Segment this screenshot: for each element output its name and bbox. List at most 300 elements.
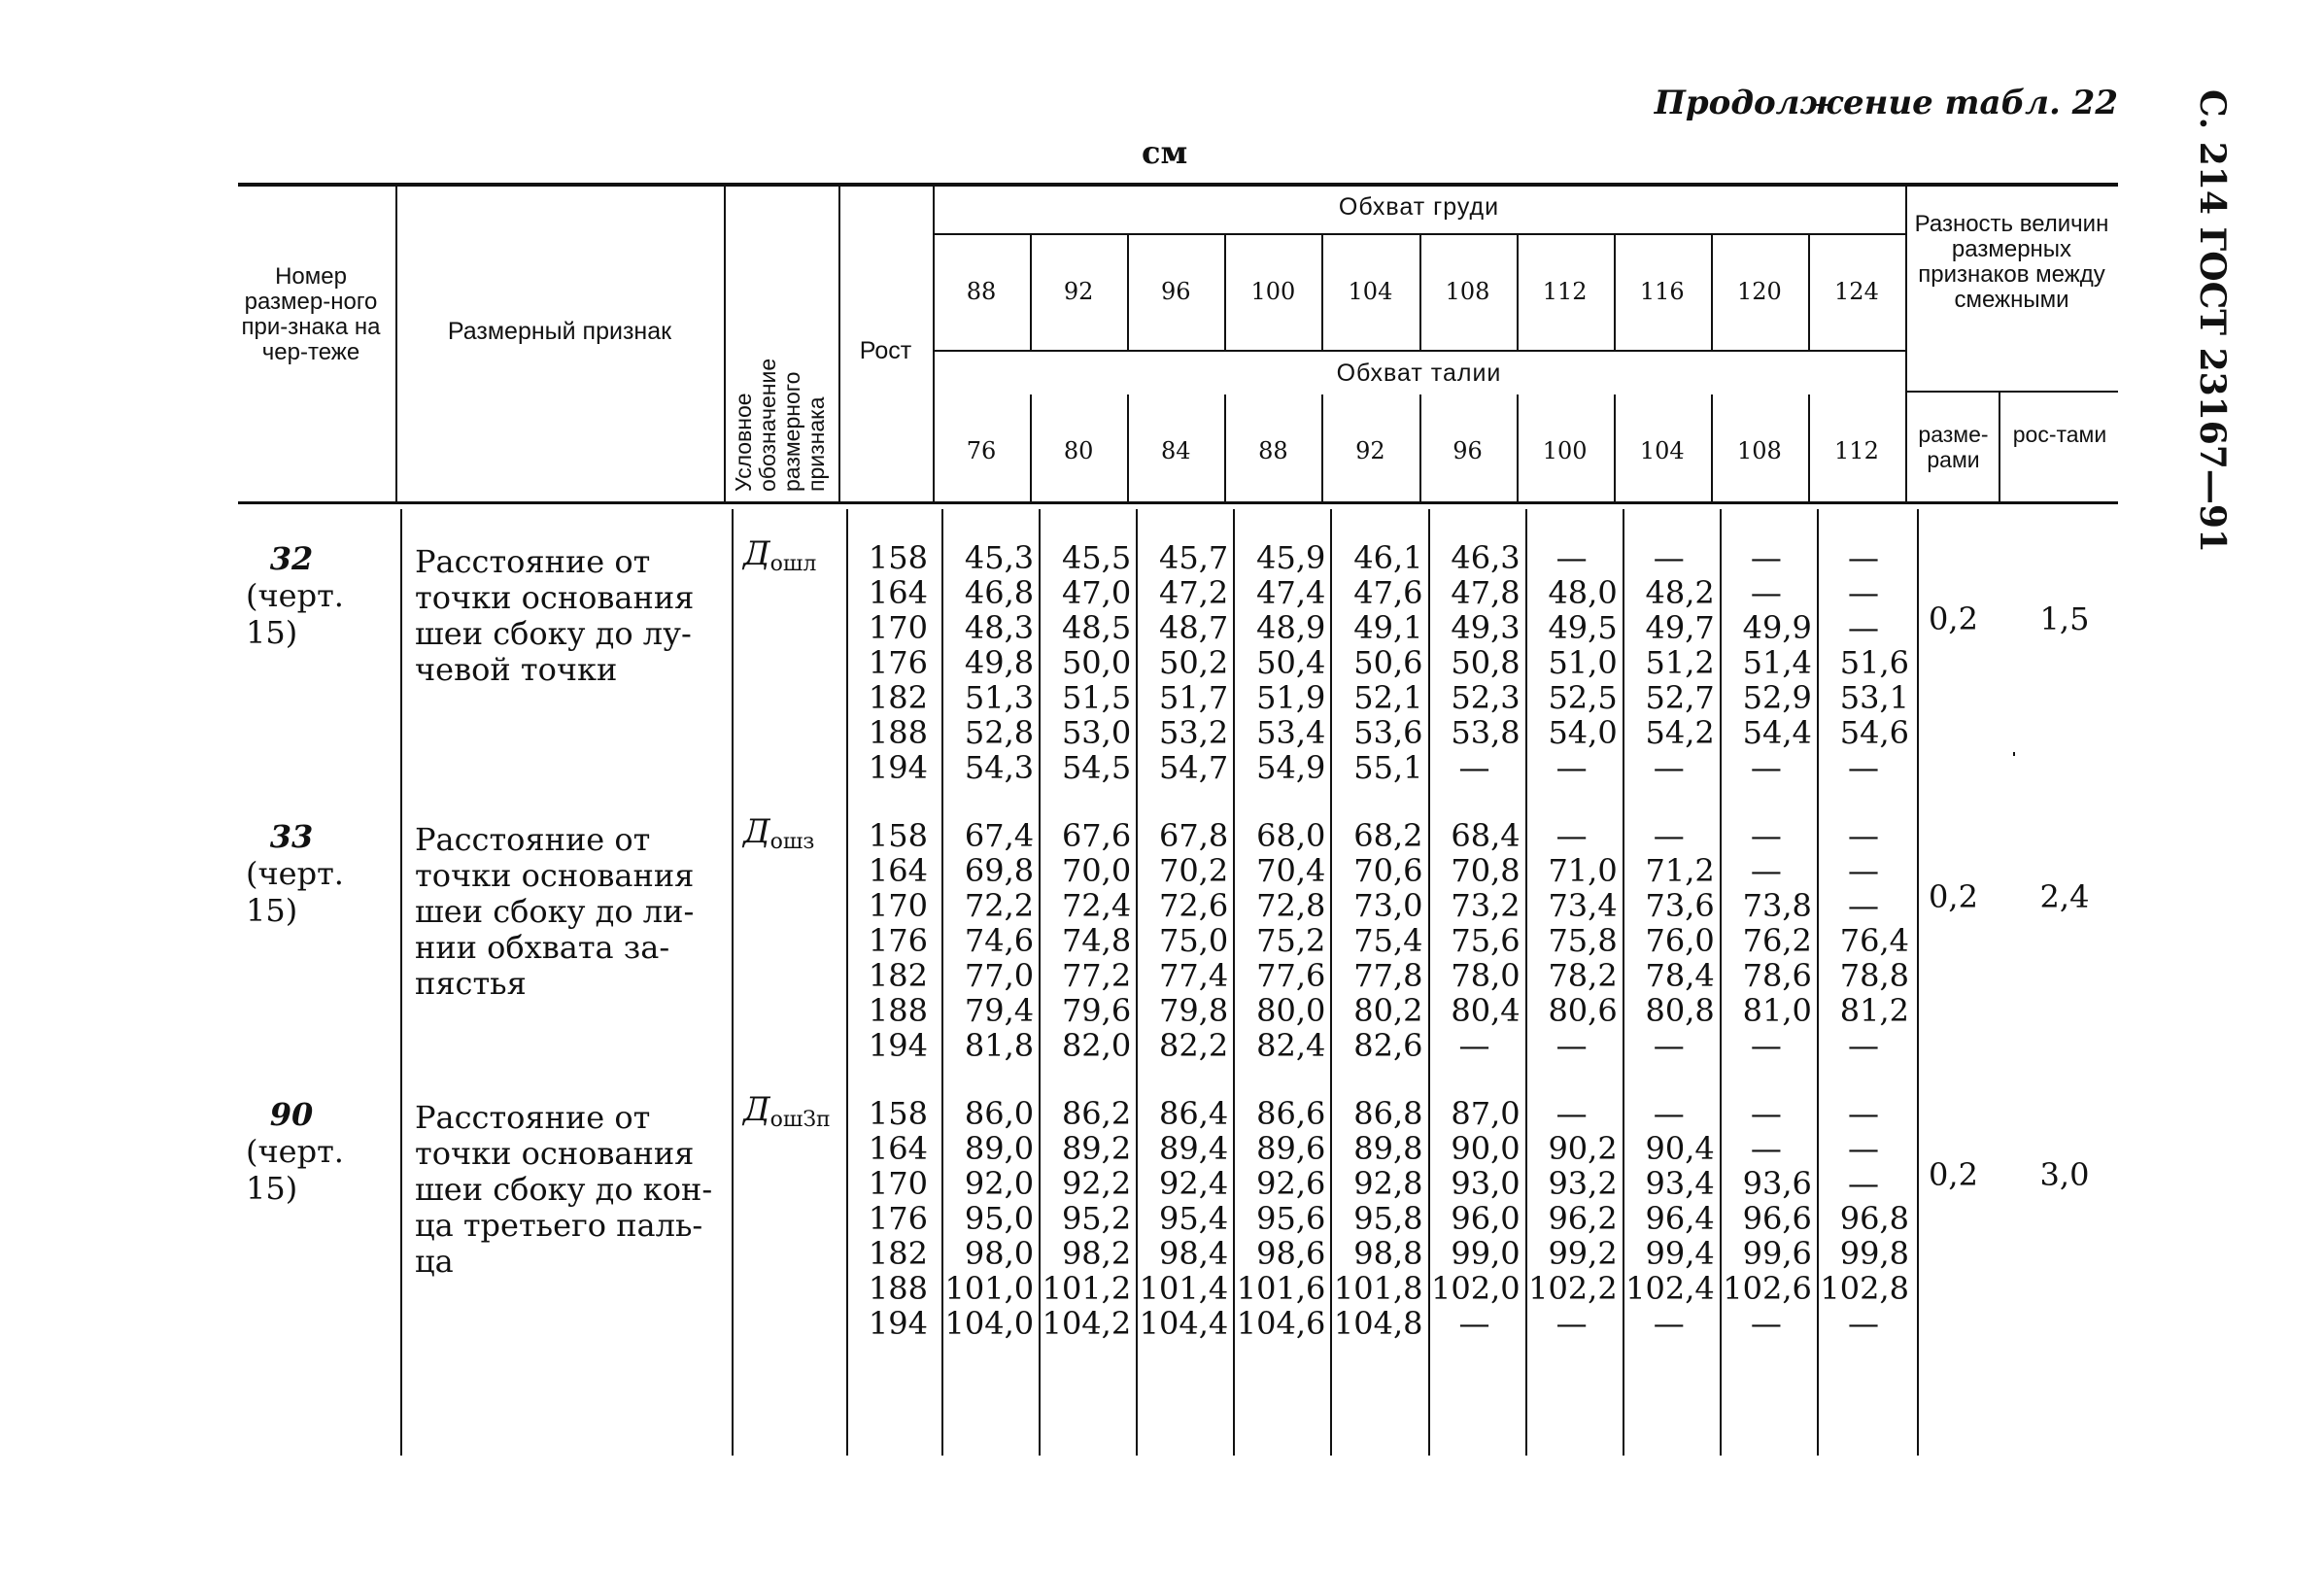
chest-header: Обхват груди: [1338, 193, 1500, 221]
measurement-value: 82,4: [1256, 1027, 1326, 1064]
measurement-value: 102,4: [1625, 1270, 1715, 1307]
measurement-value: 104,8: [1333, 1305, 1423, 1342]
measurement-value: 86,4: [1159, 1095, 1229, 1132]
measurement-value: 86,6: [1256, 1095, 1326, 1132]
height-value: 158: [868, 539, 928, 576]
measurement-value: 81,8: [964, 1027, 1035, 1064]
measurement-value: 99,8: [1839, 1235, 1909, 1272]
measurement-value: 75,6: [1451, 922, 1521, 959]
measurement-value: 71,2: [1645, 852, 1715, 889]
continuation-caption: Продолжение табл. 22: [1654, 84, 2118, 122]
measurement-value: 80,4: [1451, 992, 1521, 1029]
measurement-value: 92,4: [1159, 1165, 1229, 1202]
measurement-value: 46,3: [1451, 539, 1521, 576]
measurement-value: 98,2: [1061, 1235, 1132, 1272]
measurement-value: —: [1750, 1305, 1782, 1342]
waist-value: 88: [1258, 437, 1288, 464]
measurement-value: 49,5: [1548, 609, 1618, 646]
feature-description-line: шеи сбоку до кон-: [415, 1171, 713, 1208]
measurement-value: 80,8: [1645, 992, 1715, 1029]
measurement-value: 102,0: [1430, 1270, 1521, 1307]
measurement-value: 54,5: [1061, 749, 1132, 786]
measurement-value: 48,9: [1256, 609, 1326, 646]
measurement-value: 82,0: [1061, 1027, 1132, 1064]
measurement-value: 101,0: [944, 1270, 1035, 1307]
measurement-value: 90,4: [1645, 1130, 1715, 1167]
measurement-value: 79,8: [1159, 992, 1229, 1029]
feature-symbol-subscript: ошл: [769, 552, 817, 576]
measurement-value: 75,4: [1353, 922, 1423, 959]
column-header-symbol: Условное обозначение размерного признака: [731, 358, 829, 492]
feature-description-line: шеи сбоку до лу-: [415, 615, 692, 652]
measurement-value: —: [1555, 749, 1588, 786]
feature-symbol: $Д_{ошл}$: [743, 534, 817, 576]
measurement-value: 50,6: [1353, 644, 1423, 681]
measurement-value: 73,2: [1451, 887, 1521, 924]
measurement-value: —: [1847, 887, 1879, 924]
waist-value: 104: [1639, 437, 1685, 464]
waist-header: Обхват талии: [1336, 360, 1502, 387]
measurement-value: 47,2: [1159, 574, 1229, 611]
measurement-value: 75,8: [1548, 922, 1618, 959]
measurement-value: 79,6: [1061, 992, 1132, 1029]
diff-heights-header: рос-тами: [2012, 422, 2107, 447]
measurement-value: 47,4: [1256, 574, 1326, 611]
feature-description-line: точки основания: [415, 857, 695, 894]
measurement-value: 101,8: [1333, 1270, 1423, 1307]
measurement-value: 102,2: [1528, 1270, 1618, 1307]
measurement-value: —: [1653, 539, 1685, 576]
measurement-value: 78,2: [1548, 957, 1618, 994]
measurement-value: 96,6: [1742, 1200, 1812, 1237]
measurement-value: 51,2: [1645, 644, 1715, 681]
measurement-value: 78,8: [1839, 957, 1909, 994]
feature-number: [238, 818, 345, 929]
measurement-value: 76,4: [1839, 922, 1909, 959]
height-value: 182: [868, 1235, 928, 1272]
feature-description-line: чевой точки: [415, 651, 618, 688]
measurement-value: 75,2: [1256, 922, 1326, 959]
measurement-value: 98,8: [1353, 1235, 1423, 1272]
measurement-value: —: [1555, 539, 1588, 576]
measurement-value: 75,0: [1159, 922, 1229, 959]
height-value: 194: [868, 1305, 928, 1342]
measurement-value: 90,0: [1451, 1130, 1521, 1167]
diff-sizes-value: 0,2: [1929, 600, 1978, 637]
body-column-rule: [1917, 509, 1919, 1456]
measurement-value: 49,3: [1451, 609, 1521, 646]
feature-description-line: ца: [415, 1243, 454, 1280]
measurement-value: 51,6: [1839, 644, 1909, 681]
height-value: 182: [868, 679, 928, 716]
measurement-value: 54,4: [1742, 714, 1812, 751]
measurement-value: 45,9: [1256, 539, 1326, 576]
measurement-value: 52,8: [964, 714, 1035, 751]
measurement-value: 73,6: [1645, 887, 1715, 924]
measurement-value: 101,2: [1042, 1270, 1132, 1307]
chest-value: 120: [1736, 278, 1782, 305]
chest-value: 124: [1834, 278, 1879, 305]
measurement-value: 45,3: [964, 539, 1035, 576]
waist-value: 84: [1160, 437, 1191, 464]
height-value: 170: [868, 609, 928, 646]
measurement-value: —: [1750, 1095, 1782, 1132]
measurement-value: 48,5: [1061, 609, 1132, 646]
measurement-value: 47,0: [1061, 574, 1132, 611]
measurement-value: —: [1750, 817, 1782, 854]
diff-sizes-value: 0,2: [1929, 878, 1978, 915]
measurement-value: 95,2: [1061, 1200, 1132, 1237]
measurement-value: 53,4: [1256, 714, 1326, 751]
measurement-value: 52,3: [1451, 679, 1521, 716]
measurement-value: 48,3: [964, 609, 1035, 646]
measurement-value: 48,2: [1645, 574, 1715, 611]
measurement-value: 89,2: [1061, 1130, 1132, 1167]
measurement-value: 96,4: [1645, 1200, 1715, 1237]
chest-value: 100: [1250, 278, 1296, 305]
measurement-value: 80,2: [1353, 992, 1423, 1029]
measurement-value: 51,5: [1061, 679, 1132, 716]
measurement-value: 71,0: [1548, 852, 1618, 889]
measurement-value: 68,0: [1256, 817, 1326, 854]
measurement-value: 92,6: [1256, 1165, 1326, 1202]
chest-value: 104: [1348, 278, 1393, 305]
measurement-value: 89,0: [964, 1130, 1035, 1167]
waist-value: 80: [1063, 437, 1094, 464]
measurement-value: 54,3: [964, 749, 1035, 786]
measurement-value: 89,4: [1159, 1130, 1229, 1167]
measurement-value: 101,6: [1236, 1270, 1326, 1307]
measurement-value: 69,8: [964, 852, 1035, 889]
measurement-value: 52,5: [1548, 679, 1618, 716]
measurement-value: 99,6: [1742, 1235, 1812, 1272]
measurement-value: 54,7: [1159, 749, 1229, 786]
feature-number: [238, 540, 345, 651]
measurement-value: 92,8: [1353, 1165, 1423, 1202]
measurement-value: 51,3: [964, 679, 1035, 716]
measurement-value: 78,4: [1645, 957, 1715, 994]
waist-value: 112: [1834, 437, 1879, 464]
measurement-value: 70,8: [1451, 852, 1521, 889]
height-value: 182: [868, 957, 928, 994]
waist-value: 96: [1452, 437, 1483, 464]
measurement-value: 82,6: [1353, 1027, 1423, 1064]
measurement-value: 104,0: [944, 1305, 1035, 1342]
measurement-value: 51,4: [1742, 644, 1812, 681]
measurement-value: 49,8: [964, 644, 1035, 681]
chest-value: 88: [966, 278, 997, 305]
measurement-value: 52,1: [1353, 679, 1423, 716]
feature-description-line: нии обхвата за-: [415, 929, 670, 966]
height-value: 188: [868, 714, 928, 751]
height-value: 164: [868, 852, 928, 889]
measurement-value: 50,2: [1159, 644, 1229, 681]
measurement-value: 68,2: [1353, 817, 1423, 854]
waist-value: 108: [1736, 437, 1782, 464]
measurement-value: 45,7: [1159, 539, 1229, 576]
height-value: 176: [868, 644, 928, 681]
measurement-value: 96,0: [1451, 1200, 1521, 1237]
waist-value: 92: [1355, 437, 1385, 464]
measurement-value: 77,2: [1061, 957, 1132, 994]
column-header-number: Номер размер-ного при-знака на чер-теже: [241, 263, 381, 365]
measurement-value: 67,4: [964, 817, 1035, 854]
chest-value: 92: [1063, 278, 1094, 305]
waist-label-rule: [933, 350, 1905, 352]
body-column-rule: [732, 509, 734, 1456]
measurement-value: 77,6: [1256, 957, 1326, 994]
measurement-value: 96,8: [1839, 1200, 1909, 1237]
measurement-value: —: [1555, 817, 1588, 854]
feature-description-line: Расстояние от: [415, 543, 651, 580]
measurement-value: 51,7: [1159, 679, 1229, 716]
measurement-value: 54,0: [1548, 714, 1618, 751]
height-value: 176: [868, 922, 928, 959]
measurement-value: 51,9: [1256, 679, 1326, 716]
measurement-value: —: [1847, 749, 1879, 786]
measurement-value: 93,0: [1451, 1165, 1521, 1202]
measurement-value: —: [1750, 574, 1782, 611]
measurement-value: 82,2: [1159, 1027, 1229, 1064]
measurement-value: 86,8: [1353, 1095, 1423, 1132]
diff-heights-value: 3,0: [2039, 1156, 2090, 1193]
measurement-value: 72,2: [964, 887, 1035, 924]
feature-description: [415, 1100, 716, 1280]
diff-heights-value: 2,4: [2039, 878, 2090, 915]
height-value: 164: [868, 574, 928, 611]
measurement-value: —: [1847, 574, 1879, 611]
measurement-value: 47,6: [1353, 574, 1423, 611]
measurement-value: 70,0: [1061, 852, 1132, 889]
header-bottom-rule: [238, 501, 2118, 504]
measurement-value: 90,2: [1548, 1130, 1618, 1167]
measurement-value: 96,2: [1548, 1200, 1618, 1237]
measurement-value: 51,0: [1548, 644, 1618, 681]
unit-label: см: [1142, 134, 1188, 171]
diff-header: Разность величин размерных признаков между смежными: [1914, 211, 2109, 313]
measurement-value: 45,5: [1061, 539, 1132, 576]
feature-description-line: точки основания: [415, 1135, 695, 1172]
diff-heights-value: 1,5: [2039, 600, 2090, 637]
measurement-value: 80,6: [1548, 992, 1618, 1029]
feature-number-value: 33: [269, 818, 314, 855]
measurement-value: 53,1: [1839, 679, 1909, 716]
measurement-value: 72,4: [1061, 887, 1132, 924]
measurement-value: —: [1653, 749, 1685, 786]
measurement-value: 54,9: [1256, 749, 1326, 786]
measurement-value: 89,8: [1353, 1130, 1423, 1167]
feature-description-line: точки основания: [415, 579, 695, 616]
measurement-value: 72,6: [1159, 887, 1229, 924]
height-value: 158: [868, 817, 928, 854]
side-page-label: С. 214 ГОСТ 23167—91: [2192, 89, 2233, 553]
measurement-value: 47,8: [1451, 574, 1521, 611]
measurement-value: 46,1: [1353, 539, 1423, 576]
height-value: 164: [868, 1130, 928, 1167]
measurement-value: 102,6: [1723, 1270, 1812, 1307]
measurement-value: 98,6: [1256, 1235, 1326, 1272]
measurement-value: 78,0: [1451, 957, 1521, 994]
measurement-value: 92,0: [964, 1165, 1035, 1202]
height-value: 194: [868, 1027, 928, 1064]
drawing-reference: (черт. 15): [246, 855, 344, 929]
feature-description: [415, 822, 716, 1002]
measurement-value: 86,2: [1061, 1095, 1132, 1132]
height-value: 176: [868, 1200, 928, 1237]
measurement-value: —: [1458, 749, 1490, 786]
waist-value: 100: [1542, 437, 1588, 464]
measurement-value: 76,0: [1645, 922, 1715, 959]
measurement-value: 95,0: [964, 1200, 1035, 1237]
measurement-value: 99,2: [1548, 1235, 1618, 1272]
measurement-value: 98,0: [964, 1235, 1035, 1272]
measurement-value: 70,6: [1353, 852, 1423, 889]
chest-value: 112: [1542, 278, 1588, 305]
measurement-value: 74,6: [964, 922, 1035, 959]
measurement-value: 87,0: [1451, 1095, 1521, 1132]
chest-value: 116: [1639, 278, 1685, 305]
measurement-value: 50,0: [1061, 644, 1132, 681]
measurement-value: 52,7: [1645, 679, 1715, 716]
measurement-value: 54,6: [1839, 714, 1909, 751]
measurement-value: 73,0: [1353, 887, 1423, 924]
measurement-value: 49,7: [1645, 609, 1715, 646]
measurement-value: 68,4: [1451, 817, 1521, 854]
measurement-value: 86,0: [964, 1095, 1035, 1132]
column-header-feature: Размерный признак: [447, 318, 672, 345]
height-value: 188: [868, 1270, 928, 1307]
measurement-value: 98,4: [1159, 1235, 1229, 1272]
measurement-value: —: [1653, 1027, 1685, 1064]
measurement-value: 77,0: [964, 957, 1035, 994]
measurement-value: 99,0: [1451, 1235, 1521, 1272]
measurement-value: 50,4: [1256, 644, 1326, 681]
feature-symbol: $Д_{ошЗп}$: [743, 1090, 831, 1132]
height-value: 170: [868, 887, 928, 924]
drawing-reference: (черт. 15): [246, 1133, 344, 1207]
measurement-value: 81,0: [1742, 992, 1812, 1029]
measurement-value: 48,7: [1159, 609, 1229, 646]
measurement-value: 77,4: [1159, 957, 1229, 994]
measurement-value: 76,2: [1742, 922, 1812, 959]
measurement-value: 70,2: [1159, 852, 1229, 889]
measurement-value: —: [1847, 817, 1879, 854]
measurement-value: 70,4: [1256, 852, 1326, 889]
diff-sizes-header: разме-рами: [1918, 422, 1989, 472]
measurement-value: 49,1: [1353, 609, 1423, 646]
waist-value: 76: [966, 437, 997, 464]
measurement-value: 73,8: [1742, 887, 1812, 924]
measurement-value: 67,8: [1159, 817, 1229, 854]
measurement-value: 77,8: [1353, 957, 1423, 994]
measurement-value: —: [1750, 539, 1782, 576]
measurement-value: 80,0: [1256, 992, 1326, 1029]
measurement-value: —: [1653, 1305, 1685, 1342]
measurement-value: —: [1847, 1305, 1879, 1342]
measurement-value: —: [1847, 1095, 1879, 1132]
measurement-value: 72,8: [1256, 887, 1326, 924]
table-top-rule: [238, 183, 2118, 187]
measurement-value: 92,2: [1061, 1165, 1132, 1202]
measurement-value: 53,0: [1061, 714, 1132, 751]
measurement-value: 74,8: [1061, 922, 1132, 959]
column-header-height: Рост: [859, 337, 912, 364]
measurement-value: —: [1847, 609, 1879, 646]
height-value: 170: [868, 1165, 928, 1202]
measurement-value: 104,2: [1042, 1305, 1132, 1342]
measurement-value: —: [1653, 817, 1685, 854]
height-value: 158: [868, 1095, 928, 1132]
height-value: 188: [868, 992, 928, 1029]
feature-description-line: Расстояние от: [415, 1099, 651, 1136]
measurement-value: 99,4: [1645, 1235, 1715, 1272]
feature-symbol-subscript: ошз: [769, 830, 815, 854]
measurement-value: —: [1458, 1027, 1490, 1064]
data-table: [238, 183, 2118, 1456]
measurement-value: 52,9: [1742, 679, 1812, 716]
spacer: [2013, 752, 2015, 756]
measurement-value: 102,8: [1820, 1270, 1909, 1307]
measurement-value: 93,2: [1548, 1165, 1618, 1202]
body-column-rule: [400, 509, 402, 1456]
measurement-value: —: [1847, 1165, 1879, 1202]
measurement-value: 81,2: [1839, 992, 1909, 1029]
diff-label-rule: [1905, 391, 2118, 393]
measurement-value: 78,6: [1742, 957, 1812, 994]
measurement-value: —: [1750, 852, 1782, 889]
measurement-value: —: [1555, 1305, 1588, 1342]
feature-number-value: 90: [269, 1096, 314, 1133]
measurement-value: —: [1750, 1130, 1782, 1167]
measurement-value: 104,6: [1236, 1305, 1326, 1342]
measurement-value: —: [1750, 749, 1782, 786]
measurement-value: 55,1: [1353, 749, 1423, 786]
feature-symbol: $Д_{ошз}$: [743, 812, 815, 854]
measurement-value: —: [1847, 1130, 1879, 1167]
diff-sizes-value: 0,2: [1929, 1156, 1978, 1193]
measurement-value: —: [1847, 1027, 1879, 1064]
measurement-value: 53,6: [1353, 714, 1423, 751]
measurement-value: 46,8: [964, 574, 1035, 611]
measurement-value: —: [1458, 1305, 1490, 1342]
measurement-value: 73,4: [1548, 887, 1618, 924]
chest-value: 96: [1160, 278, 1191, 305]
measurement-value: 95,8: [1353, 1200, 1423, 1237]
measurement-value: 89,6: [1256, 1130, 1326, 1167]
feature-number: [238, 1096, 345, 1207]
measurement-value: 93,4: [1645, 1165, 1715, 1202]
feature-description: [415, 544, 716, 688]
header-column-rule: [395, 187, 397, 503]
feature-number-value: 32: [269, 540, 314, 577]
measurement-value: —: [1847, 852, 1879, 889]
measurement-value: 49,9: [1742, 609, 1812, 646]
feature-description-line: ца третьего паль-: [415, 1207, 703, 1244]
measurement-value: 95,4: [1159, 1200, 1229, 1237]
measurement-value: 101,4: [1139, 1270, 1229, 1307]
measurement-value: —: [1750, 1027, 1782, 1064]
height-value: 194: [868, 749, 928, 786]
measurement-value: 104,4: [1139, 1305, 1229, 1342]
measurement-value: 53,2: [1159, 714, 1229, 751]
feature-description-line: пястья: [415, 965, 527, 1002]
measurement-value: 50,8: [1451, 644, 1521, 681]
chest-value: 108: [1445, 278, 1490, 305]
measurement-value: 93,6: [1742, 1165, 1812, 1202]
feature-symbol-subscript: ошЗп: [769, 1108, 831, 1132]
measurement-value: 95,6: [1256, 1200, 1326, 1237]
drawing-reference: (черт. 15): [246, 577, 344, 651]
